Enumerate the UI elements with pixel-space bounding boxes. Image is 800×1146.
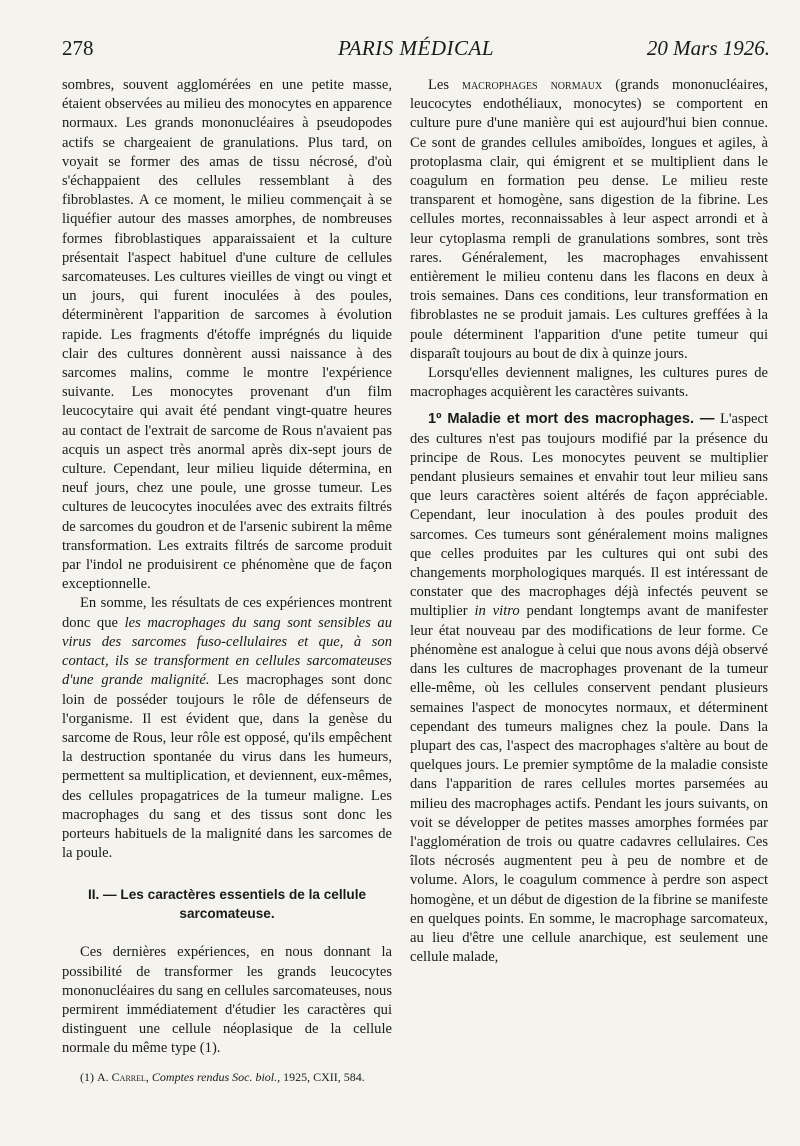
paragraph — [410, 410, 768, 967]
issue-date: 20 Mars 1926. — [646, 36, 770, 60]
footnote-number: (1) — [80, 1069, 97, 1084]
emphasis-text: in vitro — [474, 603, 520, 620]
paragraph-text: L'aspect des cultures n'est pas toujours modifié par la présence du principe de Rous. Les monocytes peuvent se multiplier pendant plusieurs semaines et envahir tout leur milieu sans que leurs caractères soient altérés de façon appréciable. Cependant, leur inoculation à des poules produit des sarcomes. Ces tumeurs sont généralement moins malignes que celles produites par les cultures qui ont subi des changements morphologiques marqués. Il est intéressant de constater que des macrophages déjà infectés peuvent se multiplier — [410, 411, 769, 620]
paragraph-text: En somme, les résultats de ces expériences montrent donc que — [62, 595, 392, 631]
paragraph-text: (grands mononucléaires, leucocytes endothéliaux, monocytes) se comportent en culture pure d'une manière qui est aujourd'hui bien connue. Ce sont de grandes cellules amiboïdes, longues et agiles, à protoplasma clair, qui émigrent et se multiplient dans le coagulum en formation peu dense. Le milieu reste transparent et homogène, sans digestion de la fibrine. Les cellules mortes, reconnaissables à leur aspect arrondi et à leur cytoplasma rempli de granulations sombres, sont très rares. Généralement, les macrophages envahissent entièrement le milieu contenu dans les flacons en deux à trois semaines. Dans ces conditions, leur transformation en fibroblastes ne se produit jamais. Les cultures greffées à la poule déterminent l'apparition d'une petite tumeur qui disparaît toujours au bout de dix à quinze jours. — [410, 77, 769, 362]
paragraph-text: pendant longtemps avant de manifester leur état nouveau par des modifications de leur forme. Ce phénomène est analogue à celui que nous avons déjà observé dans les cultures de macrophages provenant de la tumeur elle-même, où les cellules conservent pendant plusieurs semaines l'aspect de monocytes normaux, et déterminent cependant des tumeurs malignes chez la poule. Dans la plupart des cas, l'aspect des macrophages s'altère au bout de quelques jours. Le premier symptôme de la maladie consiste dans l'apparition de rares cellules mortes parsemées au milieu des macrophages actifs. Pendant les jours suivants, on voit se développer de petites masses amorphes formées par l'agglomération de trois ou quatre cadavres cellulaires. Ces îlots nécrosés augmentent peu à peu de nombre et de volume. Alors, le coagulum commence à perdre son aspect homogène, et un début de digestion de la fibrine se manifeste en quelques points. En somme, le macrophage sarcomateux, au lieu d'être une cellule anarchique, est seulement une cellule malade, — [410, 603, 768, 966]
paragraph: Lorsqu'elles deviennent malignes, les cultures pures de macrophages acquièrent les caractères suivants. — [410, 365, 768, 401]
section-heading: II. — Les caractères essentiels de la cellule sarcomateuse. — [87, 887, 367, 922]
right-column — [410, 76, 768, 967]
footnote — [62, 1069, 392, 1085]
footnote-journal: Comptes rendus Soc. biol., — [148, 1069, 281, 1084]
paragraph-text: Les macrophages sont donc loin de posséder toujours le rôle de défenseurs de l'organisme. Il est évident que, dans la genèse du sarcome de Rous, leur rôle est opposé, qu'ils empêchent la destruction spontanée du virus dans les humeurs, permettent sa multiplication, et deviennent, eux-mêmes, des cellules propagatrices de la tumeur maligne. Les macrophages du sang et des tissus sont donc les porteurs habituels de la malignité dans les sarcomes de la poule. — [62, 672, 392, 862]
journal-title: PARIS MÉDICAL — [337, 36, 494, 60]
paragraph — [410, 76, 768, 364]
smallcaps-text: macrophages normaux — [462, 77, 603, 93]
footnote-author: A. Carrel, — [97, 1069, 149, 1084]
page-header — [62, 36, 770, 64]
page-number: 278 — [62, 36, 94, 60]
left-column — [62, 76, 392, 1085]
paragraph: sombres, souvent agglomérées en une petite masse, étaient observées au milieu des monocytes en apparence normaux. Les grands mononucléaires à pseudopodes actifs se chargeaient de granulations. Plus tard, on voyait se former des amas de tissu nécrosé, d'où s'échappaient des cellules ressemblant à des fibroblastes. A ce moment, le milieu commençait à se liquéfier autour des masses amorphes, de nombreuses formes fibroblastiques apparaissaient et la culture présentait l'aspect habituel d'une culture de cellules sarcomateuses. Les cultures vieilles de vingt ou vingt et un jours, qui furent inoculées à des poules, déterminèrent l'apparition de sarcomes à évolution rapide. Les fragments d'étoffe imprégnés du liquide clair des cultures donnèrent aussi naissance à des sarcomes malins, comme le montre l'expérience suivante. Les monocytes provenant d'un film leucocytaire qui avait été pendant vingt-quatre heures au contact de l'extrait de sarcome de Rous n'avaient pas acquis un aspect très anormal après dix-sept jours de culture. Cependant, leur milieu liquide détermina, en neuf jours, chez une poule, une grosse tumeur. Les cultures de leucocytes inoculées avec des extraits filtrés de sarcomes du goudron et de l'arsenic subirent la même transformation. Les extraits filtrés de sarcome produit par l'indol ne produisirent ce phénomène que de façon exceptionnelle. — [62, 77, 392, 593]
footnote-reference: 1925, CXII, 584. — [280, 1069, 365, 1084]
emphasis-text: les macrophages du sang sont sensibles au virus des sarcomes fuso-cellulaires et que, à son contact, ils se transforment en cellules sarcomateuses d'une grande malignité. — [62, 614, 392, 689]
subheading: 1º Maladie et mort des macrophages. — — [428, 411, 715, 428]
paragraph-text: Les — [428, 77, 463, 93]
paragraph: Ces dernières expériences, en nous donnant la possibilité de transformer les grands leucocytes mononucléaires du sang en cellules sarcomateuses, nous permirent immédiatement d'étudier les caractères qui distinguent une cellule néoplasique de la cellule normale du même type (1). — [62, 944, 392, 1057]
spacer — [410, 402, 768, 410]
paragraph — [62, 594, 392, 863]
